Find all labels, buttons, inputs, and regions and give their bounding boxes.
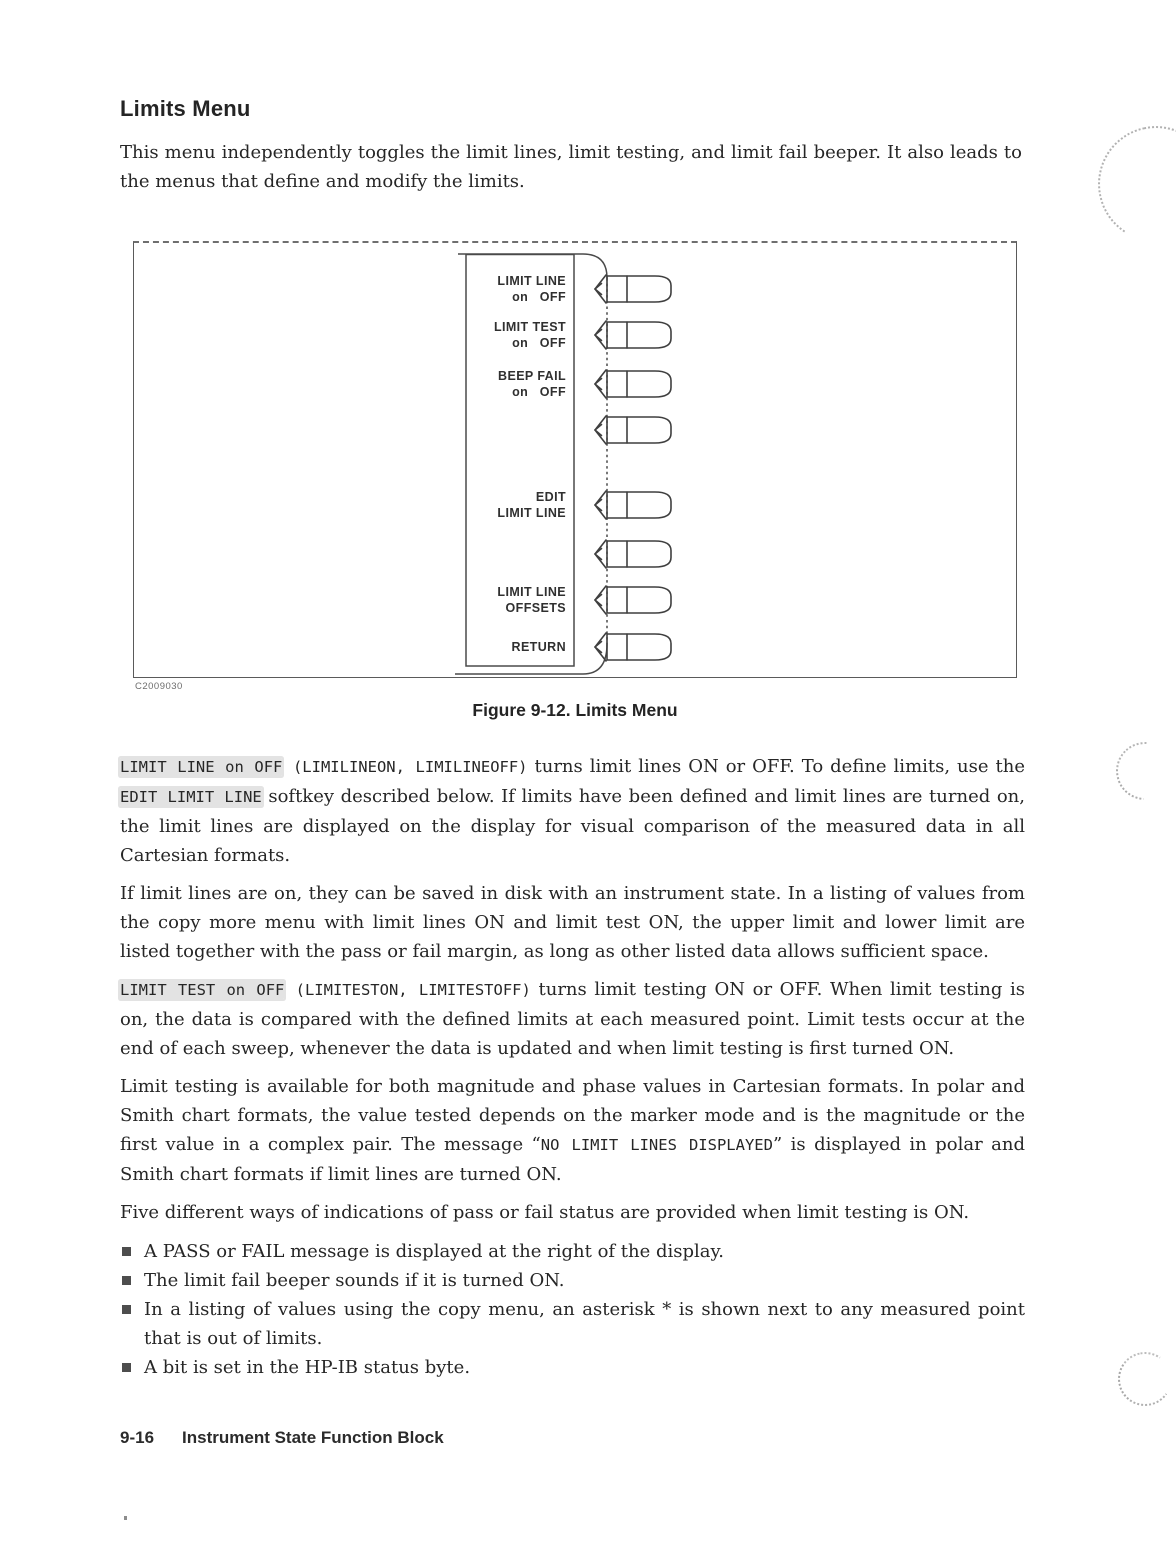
message-no-limit-lines: NO LIMIT LINES DISPLAYED <box>540 1136 773 1154</box>
paragraph-save-to-disk: If limit lines are on, they can be saved in disk with an instrument state. In a listing of values from the copy more menu with limit lines ON and limit test ON, the upper limit and lower limit are listed together with the pass or fail margin, as long as other listed data allows sufficient space. <box>120 883 1025 962</box>
list-item: A PASS or FAIL message is displayed at the right of the display. <box>120 1237 1025 1266</box>
limits-menu-figure <box>133 241 1017 678</box>
intro-paragraph: This menu independently toggles the limit lines, limit testing, and limit fail beeper. It also leads to the menus that define and modify the limits. <box>120 142 1022 192</box>
body-text <box>120 752 1025 1382</box>
softkey-label-beep-fail: BEEP FAIL on OFF <box>498 369 566 399</box>
softkey-button-8 <box>595 633 671 661</box>
footer-section-title: Instrument State Function Block <box>182 1428 444 1447</box>
page-footer <box>120 1428 444 1448</box>
softkey-button-3 <box>595 370 671 398</box>
page-number: 9-16 <box>120 1428 155 1447</box>
paragraph-limit-testing-formats: Limit testing is available for both magnitude and phase values in Cartesian formats. In polar and Smith chart formats, the value tested depends on the marker mode and is the magnitude or the first value in a complex pair. The message “NO LIMIT LINES DISPLAYED” is displayed in polar and Smith chart formats if limit lines are turned ON. <box>120 1076 1026 1185</box>
softkey-button-5 <box>595 491 671 519</box>
softkey-label-limit-test: LIMIT TEST on OFF <box>493 320 566 350</box>
softkey-label-edit-limit-line: EDIT LIMIT LINE <box>497 490 566 520</box>
scan-artifact-speck <box>124 1516 127 1520</box>
figure-caption: Figure 9-12. Limits Menu <box>472 700 678 720</box>
softkey-button-4 <box>595 416 671 444</box>
scan-artifact-arc <box>1104 730 1176 812</box>
softkey-label-limit-line-offsets: LIMIT LINE OFFSETS <box>497 585 566 615</box>
softkey-ref-limit-test-on-off: LIMIT TEST on OFF <box>120 981 285 999</box>
scan-artifact-arc <box>1087 115 1176 253</box>
scan-artifact-arc <box>1114 1348 1176 1411</box>
paragraph-limit-line: LIMIT LINE on OFF (LIMILINEON, LIMILINEOFF) turns limit lines ON or OFF. To define limits, use the EDIT LIMIT LINE softkey described below. If limits have been defined and limit lines are turned on, the limit lines are displayed on the display for visual comparison of the measured data in all Cartesian formats. <box>120 756 1025 866</box>
softkey-button-6 <box>595 540 671 568</box>
softkey-button-1 <box>595 275 671 303</box>
softkey-menu-diagram <box>134 243 1018 680</box>
softkey-ref-limit-line-on-off: LIMIT LINE on OFF <box>120 758 283 776</box>
softkey-button-7 <box>595 586 671 614</box>
softkey-button-2 <box>595 321 671 349</box>
list-item: The limit fail beeper sounds if it is turned ON. <box>120 1266 1025 1295</box>
command-mnemonics-limit-test: (LIMITESTON, LIMITESTOFF) <box>284 981 531 999</box>
list-item: A bit is set in the HP-IB status byte. <box>120 1353 1025 1382</box>
softkey-label-return: RETURN <box>511 640 566 654</box>
softkey-label-limit-line: LIMIT LINE on OFF <box>497 274 566 304</box>
figure-code: C2009030 <box>135 681 183 692</box>
pass-fail-indication-list <box>120 1237 1025 1382</box>
paragraph-pass-fail-intro: Five different ways of indications of pass or fail status are provided when limit testing is ON. <box>120 1202 970 1223</box>
page-title: Limits Menu <box>120 96 251 121</box>
paragraph-limit-test: LIMIT TEST on OFF (LIMITESTON, LIMITESTOFF) turns limit testing ON or OFF. When limit testing is on, the data is compared with the defined limits at each measured point. Limit tests occur at the end of each sweep, whenever the data is updated and when limit testing is first turned ON. <box>120 979 1026 1059</box>
command-mnemonics-limit-line: (LIMILINEON, LIMILINEOFF) <box>282 758 528 776</box>
list-item: In a listing of values using the copy menu, an asterisk * is shown next to any measured point that is out of limits. <box>120 1295 1025 1353</box>
softkey-ref-edit-limit-line: EDIT LIMIT LINE <box>120 788 262 806</box>
